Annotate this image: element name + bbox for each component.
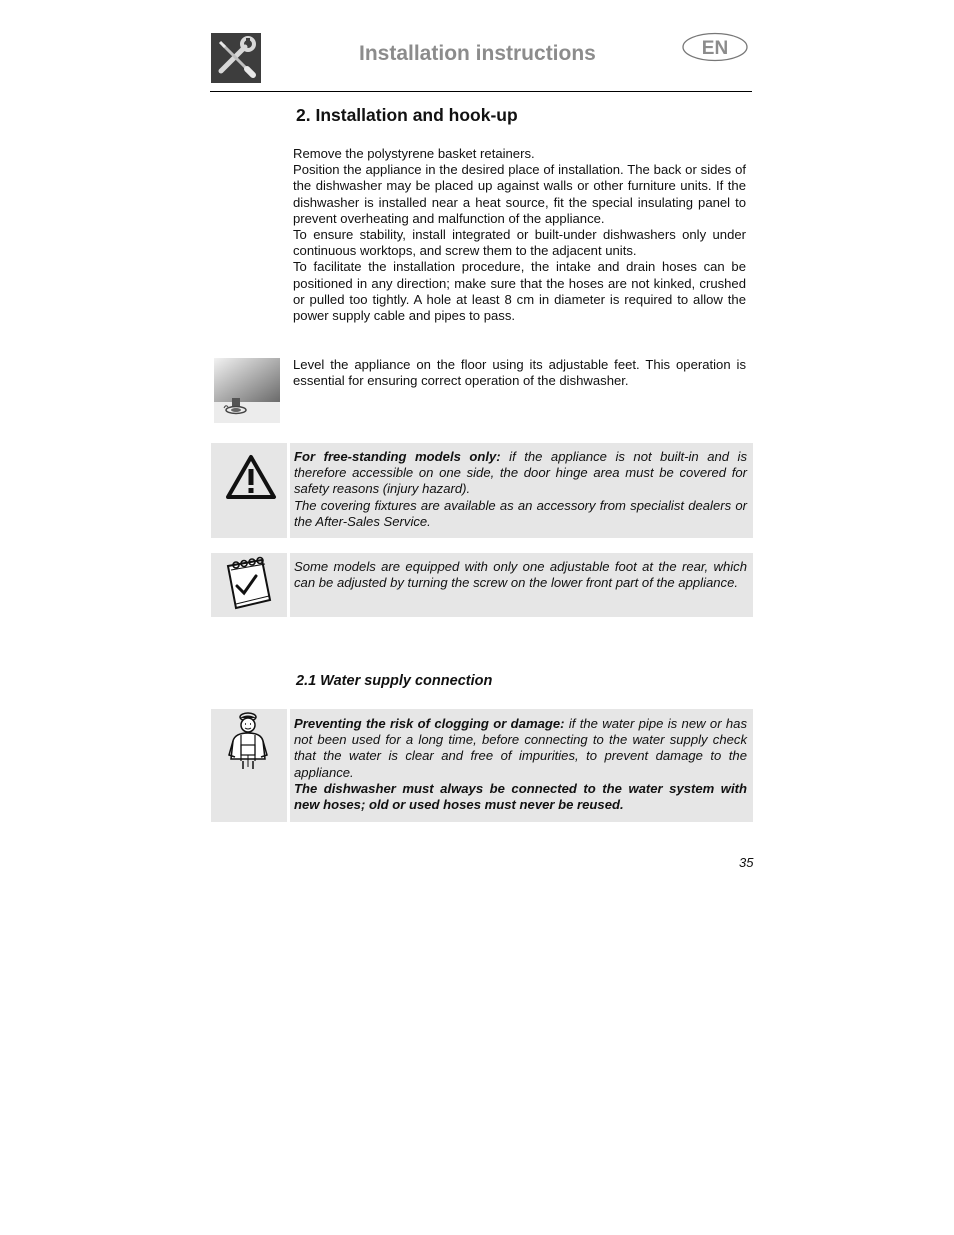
level-instructions: Level the appliance on the floor using its adjustable feet. This operation is essential for ensuring correct operation of the dishwasher. bbox=[293, 357, 746, 389]
adjustable-foot-icon bbox=[214, 358, 280, 423]
technician-icon bbox=[223, 711, 273, 771]
notepad-checkmark-icon bbox=[222, 556, 274, 612]
info-note-text: Some models are equipped with only one adjustable foot at the rear, which can be adjusted by turning the screw on the lower front part of the appliance. bbox=[294, 559, 747, 591]
paragraph: Remove the polystyrene basket retainers. bbox=[293, 146, 535, 161]
header-divider bbox=[210, 91, 752, 92]
section-title: 2. Installation and hook-up bbox=[296, 105, 518, 125]
technician-text: if the water pipe is new or has not been used for a long time, before connecting to the water supply check that the water is clear and free of impurities, to prevent damage to the appliance. bbox=[294, 716, 748, 780]
technician-lead: Preventing the risk of clogging or damage: bbox=[294, 716, 565, 731]
technician-note bbox=[290, 709, 753, 822]
technician-note-icon-cell bbox=[211, 709, 287, 822]
info-note-icon-cell bbox=[211, 553, 287, 617]
page-number: 35 bbox=[739, 855, 754, 870]
warning-note bbox=[290, 443, 753, 538]
warning-text: if the appliance is not built-in and is therefore accessible on one side, the door hinge area must be covered for safety reasons (injury hazard). bbox=[294, 449, 747, 497]
section-body bbox=[293, 146, 746, 324]
paragraph: To ensure stability, install integrated or built-under dishwashers only under continuous worktops, and screw them to the adjacent units. bbox=[293, 227, 746, 259]
warning-triangle-icon bbox=[225, 454, 277, 500]
language-badge-label: EN bbox=[701, 38, 729, 59]
paragraph: Position the appliance in the desired place of installation. The back or sides of the dishwasher may be placed up against walls or other furniture units. If the dishwasher is installed near a heat source, fit the special insulating panel to prevent overheating and malfunction of the appliance. bbox=[293, 162, 746, 226]
wrench-screwdriver-icon bbox=[211, 33, 261, 83]
language-badge bbox=[682, 32, 748, 62]
info-note bbox=[290, 553, 753, 617]
technician-bold-text: The dishwasher must always be connected to the water system with new hoses; old or used hoses must never be reused. bbox=[294, 780, 747, 813]
page-header-title: Installation instructions bbox=[359, 42, 596, 65]
subsection-title: 2.1 Water supply connection bbox=[296, 673, 493, 689]
paragraph: To facilitate the installation procedure, the intake and drain hoses can be positioned in any direction; make sure that the hoses are not kinked, crushed or pulled too tightly. A hole at least 8 cm in diameter is required to allow the power supply cable and pipes to pass. bbox=[293, 259, 746, 324]
warning-lead: For free-standing models only: bbox=[294, 449, 501, 464]
warning-text-2: The covering fixtures are available as an accessory from specialist dealers or the After-Sales Service. bbox=[294, 497, 747, 529]
warning-note-icon-cell bbox=[211, 443, 287, 538]
